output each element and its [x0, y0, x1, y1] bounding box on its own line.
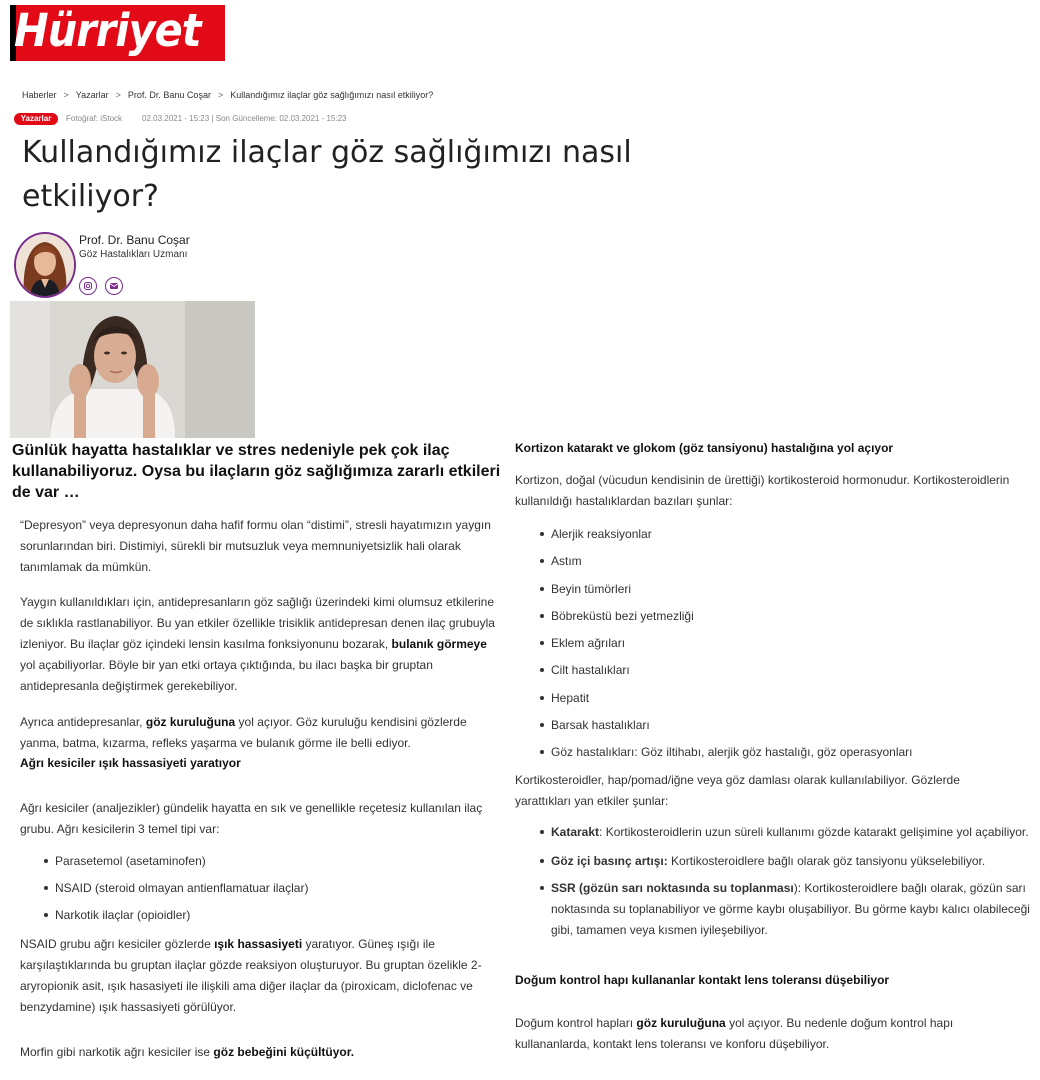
paragraph-cortisone: Kortizon, doğal (vücudun kendisinin de ürettiği) kortikosteroid hormonudur. Kortikosteroidlerin kullanıldığı hastalıklardan bazıları şunlar: — [515, 473, 1010, 508]
list-item: Eklem ağrıları — [551, 633, 1021, 660]
list-item: Göz hastalıkları: Göz iltihabı, alerjik göz hastalığı, göz operasyonları — [551, 742, 1021, 769]
text-segment: yol açıyor. Göz kuruluğu kendisini gözlerde yanma, batma, kızarma, refleks yaşarma ve bulanık görme ile belli ediyor. — [20, 715, 467, 750]
hurriyet-logo[interactable] — [10, 5, 225, 61]
paragraph-antidepressants — [20, 592, 505, 697]
paragraph-nsaid — [20, 934, 505, 1018]
author-name[interactable]: Prof. Dr. Banu Coşar — [79, 233, 190, 247]
paragraph-side-effects: Kortikosteroidler, hap/pomad/iğne veya göz damlası olarak kullanılabiliyor. Gözlerde yarattıkları yan etkiler şunlar: — [515, 773, 960, 808]
bold-dry-eye: göz kuruluğuna — [636, 1016, 726, 1030]
list-item-cataract — [551, 822, 1031, 843]
list-item: Parasetemol (asetaminofen) — [55, 851, 495, 878]
hero-image — [10, 301, 255, 438]
paragraph-dry-eye — [20, 712, 505, 754]
publish-date: 02.03.2021 - 15:23 — [142, 114, 210, 123]
category-badge[interactable]: Yazarlar — [14, 113, 58, 125]
corticosteroid-disease-list — [551, 524, 1021, 770]
bold-blurred-vision: bulanık görmeye — [391, 637, 487, 651]
meta-separator: | — [209, 114, 216, 123]
effect-text: Kortikosteroidlere bağlı olarak göz tansiyonu yükselebiliyor. — [667, 854, 986, 868]
paragraph-morphine — [20, 1042, 505, 1063]
list-item: Beyin tümörleri — [551, 579, 1021, 606]
subheading-birth-control: Doğum kontrol hapı kullananlar kontakt lens toleransı düşebiliyor — [515, 973, 890, 987]
list-item: Hepatit — [551, 688, 1021, 715]
term-pressure: Göz içi basınç artışı: — [551, 854, 668, 868]
bold-dry-eye: göz kuruluğuna — [145, 715, 236, 729]
list-item: Alerjik reaksiyonlar — [551, 524, 1021, 551]
list-item: Narkotik ilaçlar (opioidler) — [55, 905, 495, 932]
bold-light-sensitivity: ışık hassasiyeti — [214, 937, 303, 951]
article-lead: Günlük hayatta hastalıklar ve stres nedeniyle pek çok ilaç kullanabiliyoruz. Oysa bu ilaçların göz sağlığımıza zararlı etkileri de var … — [12, 442, 501, 501]
text-segment: Ayrıca antidepresanlar, — [20, 715, 146, 729]
term-ssr: SSR (gözün sarı noktasında su toplanması — [551, 881, 794, 895]
list-item-pressure — [551, 851, 1031, 872]
list-item: Cilt hastalıkları — [551, 660, 1021, 687]
subheading-cortisone: Kortizon katarakt ve glokom (göz tansiyonu) hastalığına yol açıyor — [515, 441, 894, 455]
subheading-painkillers: Ağrı kesiciler ışık hassasiyeti yaratıyor — [20, 756, 241, 770]
text-segment: yol açıyor. Bu nedenle doğum kontrol hapı kullananlarda, kontakt lens toleransı ve konforu düşebiliyor. — [515, 1016, 954, 1051]
logo-text: Hürriyet — [14, 4, 201, 57]
update-date: Son Güncelleme: 02.03.2021 - 15:23 — [215, 114, 347, 123]
text-segment: NSAID grubu ağrı kesiciler gözlerde — [20, 937, 215, 951]
article-meta — [66, 114, 347, 123]
term-cataract: Katarakt — [551, 825, 600, 839]
author-photo — [16, 234, 74, 296]
breadcrumb — [22, 90, 433, 100]
paragraph-birth-control — [515, 1013, 1015, 1055]
text-segment: yol açabiliyorlar. Böyle bir yan etki ortaya çıktığında, bu ilacı başka bir gruptan antidepresanla değiştirmek gerekebiliyor. — [20, 658, 433, 693]
painkiller-list — [55, 851, 495, 932]
effect-text: Kortikosteroidlerin uzun süreli kullanımı gözde katarakt gelişimine yol açabiliyor. — [602, 825, 1029, 839]
mail-icon — [106, 278, 122, 294]
effect-text: : Kortikosteroidlere bağlı olarak, gözün sarı noktasında su toplanabiliyor ve görme kaybı oluşabiliyor. Bu görme kaybı kalıcı olabileceği gibi, tamamen veya kısmen iyileşebiliyor. — [551, 881, 1030, 937]
text-segment: Morfin gibi narkotik ağrı kesiciler ise — [20, 1045, 214, 1059]
breadcrumb-separator: > — [63, 90, 69, 100]
author-title: Göz Hastalıkları Uzmanı — [79, 249, 188, 260]
breadcrumb-separator: > — [217, 90, 224, 100]
mail-button[interactable] — [105, 277, 123, 295]
photo-credit: Fotoğraf: iStock — [66, 114, 123, 123]
list-item: NSAID (steroid olmayan antienflamatuar ilaçlar) — [55, 878, 495, 905]
list-item-ssr — [551, 878, 1031, 941]
breadcrumb-yazarlar[interactable]: Yazarlar — [75, 90, 109, 100]
text-segment: Yaygın kullanıldıkları için, antidepresanların göz sağlığı üzerindeki kimi olumsuz etkilerine de sıklıkla rastlanabiliyor. Bu yan etkiler özellikle trisiklik antidepresan denen ilaç grubuyla izleniyor. Bu ilaçlar göz içindeki lensin kasılma fonksiyonunu bozarak, — [20, 595, 495, 651]
term-suffix: : — [599, 825, 603, 839]
woman-touching-eyes-photo — [10, 301, 255, 438]
breadcrumb-author[interactable]: Prof. Dr. Banu Coşar — [127, 90, 211, 100]
breadcrumb-current: Kullandığımız ilaçlar göz sağlığımızı nasıl etkiliyor? — [230, 90, 434, 100]
text-segment: Doğum kontrol hapları — [515, 1016, 637, 1030]
article-headline: Kullandığımız ilaçlar göz sağlığımızı nasıl etkiliyor? — [22, 135, 632, 214]
paragraph-depression: “Depresyon” veya depresyonun daha hafif formu olan “distimi”, stresli hayatımızın yaygın sorunlarından biri. Distimiyi, sürekli bir mutsuzluk veya memnuniyetsizlik hali olarak tanımlamak da mümkün. — [20, 518, 491, 574]
instagram-icon — [80, 278, 96, 294]
list-item: Barsak hastalıkları — [551, 715, 1021, 742]
breadcrumb-haberler[interactable]: Haberler — [22, 90, 57, 100]
side-effects-list — [551, 822, 1031, 941]
list-item: Böbreküstü bezi yetmezliği — [551, 606, 1021, 633]
list-item: Astım — [551, 551, 1021, 578]
author-avatar[interactable] — [14, 232, 76, 298]
bold-pupil: göz bebeğini küçültüyor. — [213, 1045, 355, 1059]
term-suffix: ) — [793, 881, 798, 895]
paragraph-analgesics: Ağrı kesiciler (analjezikler) gündelik hayatta en sık ve genellikle reçetesiz kullanılan ilaç grubu. Ağrı kesicilerin 3 temel tipi var: — [20, 801, 483, 836]
text-segment: yaratıyor. Güneş ışığı ile karşılaştıklarında bu gruptan ilaçlar gözde reaksiyon oluşturuyor. Bu gruptan özelikle 2-aryropionik asit, ışık hasasiyeti ile ilişkili ama diğer ilaçlar da (piroxicam, diclofenac ve benzydamine) ışık hassasiyeti görülüyor. — [20, 937, 482, 1014]
instagram-button[interactable] — [79, 277, 97, 295]
breadcrumb-separator: > — [115, 90, 121, 100]
